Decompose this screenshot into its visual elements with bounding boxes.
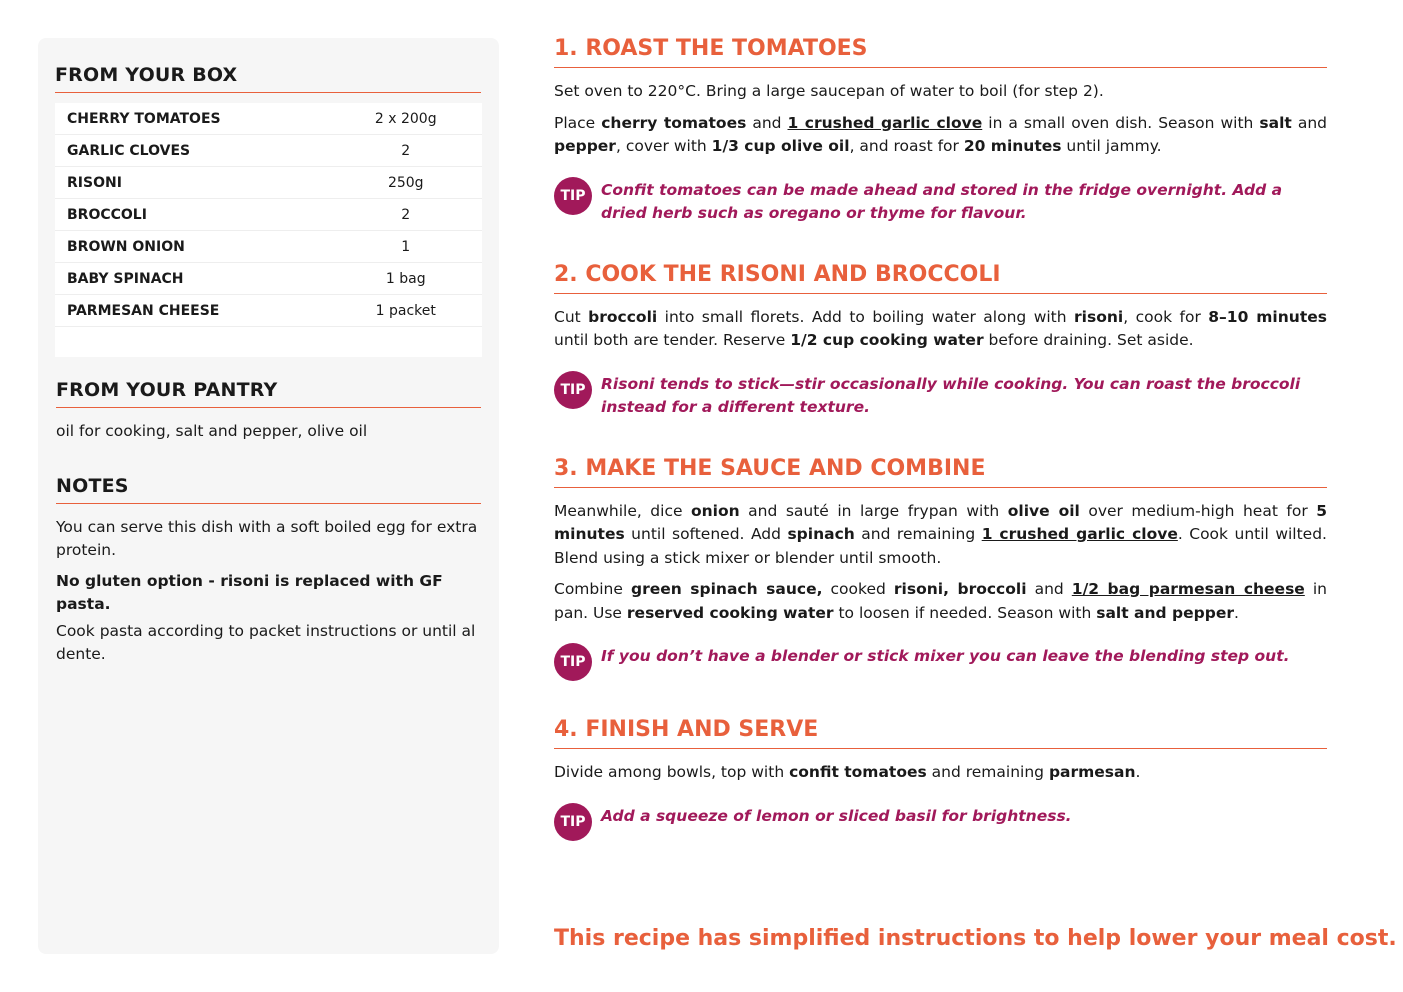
ingredient-emphasis: spinach bbox=[787, 525, 855, 543]
notes-gluten-option: No gluten option - risoni is replaced with GF pasta. bbox=[56, 572, 443, 613]
text: Cut bbox=[554, 307, 589, 326]
step-1 bbox=[554, 36, 1327, 226]
text: into small florets. Add to boiling water along with bbox=[657, 307, 1075, 326]
ingredient-emphasis: parmesan bbox=[1048, 763, 1136, 781]
text: , and roast for bbox=[849, 137, 964, 155]
text: in a small oven dish. Season with bbox=[982, 113, 1260, 132]
ingredient-emphasis: reserved cooking water bbox=[626, 603, 834, 622]
text: and bbox=[1291, 113, 1327, 132]
text: . bbox=[1135, 763, 1141, 781]
empty-cell bbox=[55, 327, 330, 358]
ingredient-qty: 2 x 200g bbox=[330, 103, 483, 135]
table-row bbox=[55, 231, 482, 263]
text: and remaining bbox=[854, 525, 982, 543]
tip-badge: TIP bbox=[554, 371, 592, 409]
ingredient-emphasis: olive oil bbox=[1007, 501, 1080, 520]
ingredient-emphasis: confit tomatoes bbox=[789, 763, 927, 781]
table-row bbox=[55, 135, 482, 167]
step-title: 1. ROAST THE TOMATOES bbox=[554, 36, 1327, 68]
text: over medium-high heat for bbox=[1079, 501, 1317, 520]
step-title: 4. FINISH AND SERVE bbox=[554, 717, 1327, 749]
ingredient-qty: 1 bbox=[330, 231, 483, 263]
from-your-box-heading: FROM YOUR BOX bbox=[55, 64, 481, 93]
ingredient-emphasis: cherry tomatoes bbox=[601, 113, 747, 132]
table-row bbox=[55, 167, 482, 199]
table-row bbox=[55, 199, 482, 231]
text: and bbox=[746, 113, 788, 132]
text: cooked bbox=[822, 580, 894, 598]
text: and bbox=[1026, 580, 1072, 598]
ingredient-emphasis: salt bbox=[1259, 113, 1292, 132]
step-paragraph bbox=[554, 112, 1327, 159]
step-paragraph bbox=[554, 306, 1327, 353]
text: until both are tender. Reserve bbox=[554, 331, 791, 349]
tip-callout bbox=[554, 373, 1327, 420]
step-4 bbox=[554, 717, 1327, 841]
tip-callout bbox=[554, 645, 1327, 681]
text: . Cook until wilted. Blend using a stick mixer or blender until smooth. bbox=[554, 525, 1327, 567]
tip-callout bbox=[554, 179, 1327, 226]
tip-text: If you don’t have a blender or stick mixer you can leave the blending step out. bbox=[601, 647, 1290, 665]
ingredient-emphasis: 1 crushed garlic clove bbox=[787, 113, 983, 132]
time-emphasis: 20 minutes bbox=[963, 137, 1062, 155]
ingredient-emphasis: 1/3 cup olive oil bbox=[711, 137, 850, 155]
ingredient-emphasis: 1 crushed garlic clove bbox=[981, 525, 1178, 543]
ingredient-name: RISONI bbox=[55, 167, 330, 199]
tip-badge: TIP bbox=[554, 803, 592, 841]
table-row-empty bbox=[55, 327, 482, 358]
ingredient-qty: 1 bag bbox=[330, 263, 483, 295]
tip-text: Add a squeeze of lemon or sliced basil for brightness. bbox=[601, 806, 1072, 825]
notes-paragraph: Cook pasta according to packet instructions or until al dente. bbox=[56, 622, 476, 663]
text: in pan. Use bbox=[554, 580, 1327, 622]
text: to loosen if needed. Season with bbox=[833, 603, 1097, 622]
ingredient-emphasis: 1/2 cup cooking water bbox=[790, 331, 984, 349]
ingredient-emphasis: green spinach sauce, bbox=[630, 580, 823, 598]
step-title: 2. COOK THE RISONI AND BROCCOLI bbox=[554, 262, 1327, 294]
ingredient-emphasis: pepper bbox=[554, 137, 616, 155]
ingredient-emphasis: onion bbox=[691, 501, 740, 520]
time-emphasis: 5 minutes bbox=[554, 501, 1327, 543]
ingredient-emphasis: risoni bbox=[1074, 307, 1124, 326]
text: until softened. Add bbox=[624, 525, 788, 543]
text: . bbox=[1233, 603, 1239, 622]
tip-badge: TIP bbox=[554, 177, 592, 215]
ingredient-qty: 2 bbox=[330, 135, 483, 167]
tip-callout bbox=[554, 805, 1327, 841]
method-column bbox=[554, 36, 1327, 877]
ingredient-qty: 2 bbox=[330, 199, 483, 231]
from-your-pantry-heading: FROM YOUR PANTRY bbox=[56, 379, 481, 408]
ingredient-emphasis: 1/2 bag parmesan cheese bbox=[1071, 580, 1305, 598]
text: , cover with bbox=[615, 137, 712, 155]
tip-text: Risoni tends to stick—stir occasionally while cooking. You can roast the broccoli instead for a different texture. bbox=[601, 374, 1301, 416]
ingredient-emphasis: risoni, broccoli bbox=[893, 580, 1027, 598]
ingredient-name: PARMESAN CHEESE bbox=[55, 295, 330, 327]
ingredient-emphasis: broccoli bbox=[588, 307, 658, 326]
text: until jammy. bbox=[1061, 137, 1162, 155]
table-row bbox=[55, 103, 482, 135]
tip-badge: TIP bbox=[554, 643, 592, 681]
table-row bbox=[55, 295, 482, 327]
step-title: 3. MAKE THE SAUCE AND COMBINE bbox=[554, 456, 1327, 488]
tip-text: Confit tomatoes can be made ahead and stored in the fridge overnight. Add a dried herb such as oregano or thyme for flavour. bbox=[601, 180, 1283, 222]
text: Place bbox=[554, 113, 602, 132]
text: and remaining bbox=[926, 763, 1049, 781]
ingredient-name: GARLIC CLOVES bbox=[55, 135, 330, 167]
empty-cell bbox=[330, 327, 483, 358]
ingredient-name: BROCCOLI bbox=[55, 199, 330, 231]
step-paragraph bbox=[554, 578, 1327, 625]
step-paragraph bbox=[554, 500, 1327, 571]
ingredient-qty: 1 packet bbox=[330, 295, 483, 327]
time-emphasis: 8–10 minutes bbox=[1208, 307, 1327, 326]
text: and sauté in large frypan with bbox=[739, 501, 1008, 520]
ingredient-name: BABY SPINACH bbox=[55, 263, 330, 295]
text: Meanwhile, dice bbox=[554, 501, 691, 520]
step-paragraph bbox=[554, 761, 1327, 785]
text: Combine bbox=[554, 580, 631, 598]
ingredients-table bbox=[55, 103, 482, 357]
simplified-instructions-note: This recipe has simplified instructions to help lower your meal cost. bbox=[554, 926, 1397, 951]
text: , cook for bbox=[1123, 307, 1209, 326]
table-row bbox=[55, 263, 482, 295]
ingredients-sidebar bbox=[38, 38, 499, 954]
ingredient-name: BROWN ONION bbox=[55, 231, 330, 263]
notes-heading: NOTES bbox=[56, 475, 481, 504]
ingredient-name: CHERRY TOMATOES bbox=[55, 103, 330, 135]
step-3 bbox=[554, 456, 1327, 682]
notes-paragraph: You can serve this dish with a soft boiled egg for extra protein. bbox=[56, 518, 478, 559]
ingredient-emphasis: salt and pepper bbox=[1096, 603, 1234, 622]
text: before draining. Set aside. bbox=[983, 331, 1194, 349]
ingredient-qty: 250g bbox=[330, 167, 483, 199]
step-paragraph: Set oven to 220°C. Bring a large saucepan of water to boil (for step 2). bbox=[554, 82, 1104, 100]
text: Divide among bowls, top with bbox=[554, 763, 790, 781]
pantry-text: oil for cooking, salt and pepper, olive oil bbox=[56, 422, 368, 440]
step-2 bbox=[554, 262, 1327, 420]
